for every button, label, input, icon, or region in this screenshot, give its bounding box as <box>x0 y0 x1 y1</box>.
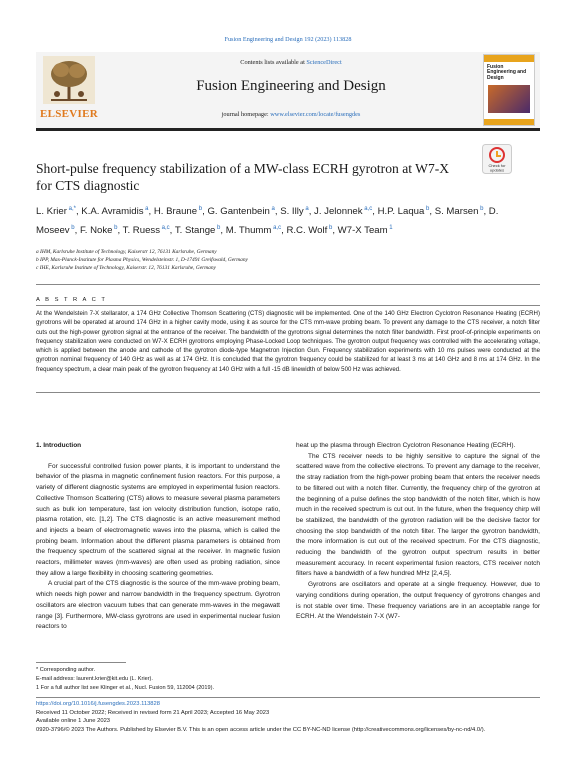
footnote-divider <box>36 662 126 663</box>
journal-title: Fusion Engineering and Design <box>196 78 386 94</box>
author-affiliation-marker[interactable]: a,c <box>362 206 373 212</box>
author-affiliation-marker[interactable]: a,c <box>160 225 170 232</box>
article-title: Short-pulse frequency stabilization of a MW-class ECRH gyrotron at W7-X for CTS diagnostic <box>36 161 450 193</box>
author-affiliation-marker[interactable]: b <box>69 225 75 232</box>
sciencedirect-link[interactable]: ScienceDirect <box>306 59 342 66</box>
body-paragraph: Gyrotrons are oscillators and operate at a single frequency. However, due to varying conditions during operation, the output frequency of gyrotrons changes and is not stable over time. These frequency variations are in an acceptable range for ECRH. At the Wendelstein 7-X (W7- <box>296 581 540 621</box>
author-name[interactable]: F. Noke <box>79 225 113 237</box>
author-affiliation-marker[interactable]: b <box>424 206 430 212</box>
author-affiliation-marker[interactable]: 1 <box>387 225 393 232</box>
elsevier-logo[interactable] <box>37 56 101 126</box>
body-paragraph: The CTS receiver needs to be highly sensitive to capture the signal of the scattered wave from the collective electrons. To prevent any damage to the receiver, the stray radiation from the high-power probing beam that enters the receiver needs to be filtered out with a notch filter. Currently, the frequency chirp of the gyrotron at the beginning of a pulse defines the stop bandwidth of the notch filter, which is how much in the received spectrum is cut out. In the future, when the frequency chirp will be stabilized, the bandwidth of the gyrotron radiation will be the decisive factor for choosing the stop bandwidth of the notch filter. The larger the gyrotron bandwidth, the more information is cut out of the received spectrum. For the CTS diagnostic, reducing the bandwidth of the gyrotron output spectrum results in better measurement accuracy. In recent experimental fusion reactors, CTS receiver notch filters have a bandwidth of a few hundred MHz [2,4,5]. <box>296 452 540 578</box>
author-name[interactable]: L. Krier <box>36 206 67 218</box>
author-affiliation-marker[interactable]: b <box>197 206 203 212</box>
badge-line1: Check for <box>488 163 506 168</box>
author-affiliation-marker[interactable]: a <box>303 206 309 212</box>
author-name[interactable]: S. Marsen <box>434 206 479 218</box>
homepage-prefix: journal homepage: <box>221 111 271 118</box>
author-name[interactable]: S. Illy <box>280 206 304 218</box>
journal-cover-thumbnail[interactable] <box>483 54 535 126</box>
journal-reference[interactable]: Fusion Engineering and Design 192 (2023) 113828 <box>224 36 352 43</box>
received-dates: Received 11 October 2022; Received in revised form 21 April 2023; Accepted 16 May 2023 <box>36 710 270 716</box>
contents-line <box>110 59 472 66</box>
body-paragraph: heat up the plasma through Electron Cyclotron Resonance Heating (ECRH). <box>296 442 516 449</box>
author-name[interactable]: D. Moseev <box>36 206 499 237</box>
author-name[interactable]: T. Stange <box>174 225 216 237</box>
author-name[interactable]: T. Ruess <box>122 225 160 237</box>
body-column-right <box>296 441 540 623</box>
body-paragraph: For successful controlled fusion power plants, it is important to understand the behavior of the plasma in magnetic confinement fusion reactors. For this purpose, a variety of different diagnostic systems are employed in experimental fusion reactors. Collective Thomson Scattering (CTS) allows to measure several plasma parameters such as bulk ion temperature, fast ion velocity distribution function, isotope ratio, plasma rotation, etc. [1,2]. The CTS diagnostic is an active measurement method and injects a beam of electromagnetic waves into the plasma, which is called the probing beam. Information about the different plasma parameters is obtained from the frequency spectrum of the scattered signal at the receiver. In magnetic fusion reactors, millimeter waves (mm-waves) are often used as probing radiation, since they allow a large flexibility in choosing scattering geometries. <box>36 462 280 577</box>
body-column-left <box>36 441 280 633</box>
author-affiliation-marker[interactable]: a <box>143 206 149 212</box>
author-affiliation-marker[interactable]: b <box>478 206 484 212</box>
author-affiliation-marker[interactable]: b <box>112 225 118 232</box>
author-name[interactable]: J. Jelonnek <box>314 206 363 218</box>
author-name[interactable]: M. Thumm <box>225 225 272 237</box>
abstract-text: At the Wendelstein 7-X stellarator, a 174 GHz Collective Thomson Scattering (CTS) diagnostic will be implemented. One of the 140 GHz Electron Cyclotron Resonance Heating (ECRH) gyrotrons will be operated at around 174 GHz in a higher cavity mode, using it as source for the CTS mm-wave probing beam. To prevent any damage to the CTS receiver, a notch filter cuts out the high-power gyrotron signal at the entrance of the receiver. The bandwidth of the gyrotrons signal determines the notch filter bandwidth. First proof-of-principle experiments on frequency stabilization were conducted on W7-X ECRH gyrotrons employing Phase-Locked Loop techniques. The gyrotron output frequency was controlled with the accelerating voltage, which is applied between the anode and cathode of the gyrotron diode-type Magnetron Injection Gun. Frequency stabilization experiments with 10 ms pulses were conducted at the gyrotron nominal frequency of 140 GHz as well as at 174 GHz. It is concluded that the gyrotron frequency could be stabilized for at least 3 ms at 140 GHz and 8 ms at 174 GHz. In the frequency spectrum, a clear main peak of the gyrotron frequency at 140 GHz with a full -15 dB linewidth of below 500 Hz was achieved. <box>36 310 540 373</box>
cover-title: Fusion Engineering and Design <box>487 64 527 81</box>
homepage-link[interactable]: www.elsevier.com/locate/fusengdes <box>270 111 361 118</box>
footnote-author-list: 1 For a full author list see Klinger et al., Nucl. Fusion 59, 112004 (2019). <box>36 685 215 691</box>
author-affiliation-marker[interactable]: b <box>215 225 221 232</box>
check-for-updates-badge[interactable] <box>482 144 512 174</box>
contents-prefix: Contents lists available at <box>240 59 307 66</box>
footnote-email[interactable]: E-mail address: laurent.krier@kit.edu (L. Krier). <box>36 676 153 682</box>
cover-image <box>488 85 530 113</box>
badge-line2: updates <box>489 167 505 173</box>
affiliation-b: b IPP, Max-Planck-Institute for Plasma Physics, Wendelsteinstr. 1, D-17491 Greifswald, Germany <box>36 257 248 263</box>
divider <box>36 284 540 285</box>
author-name[interactable]: R.C. Wolf <box>286 225 328 237</box>
divider <box>36 697 540 698</box>
author-name[interactable]: H. Braune <box>153 206 198 218</box>
affiliation-a: a IHM, Karlsruhe Institute of Technology, Kaiserstr 12, 76131 Karlsruhe, Germany <box>36 249 217 255</box>
cover-top-band <box>484 55 534 62</box>
copyright-license: 0920-3796/© 2023 The Authors. Published by Elsevier B.V. This is an open access article under the CC BY-NC-ND license (http://creativecommons.org/licenses/by-nc-nd/4.0/). <box>36 727 486 733</box>
author-name[interactable]: K.A. Avramidis <box>81 206 144 218</box>
body-paragraph: A crucial part of the CTS diagnostic is the source of the mm-wave probing beam, which needs high power and narrow bandwidth in the frequency spectrum. Gyrotron oscillators are electron vacuum tubes that can generate mm-waves in the megawatt range [3]. Furthermore, MW-class gyrotrons are used in experimental nuclear fusion reactors to <box>36 580 280 631</box>
author-list: L. Krier $^{a,*}$, K.A. Avramidis $^a$, H. Braune $^b$, G. Gantenbein $^a$, S. Illy $^a$, J. Jelonnek $^{a,c}$, H.P. Laqua $^b$, S. Marsen $^b$, D. Moseev $^b$, F. Noke $^b$, T. Ruess $^{a,c}$, T. Stange $^b$, M. Thumm $^{a,c}$, R.C. Wolf $^b$, W7-X Team $^1$ <box>36 206 499 237</box>
divider <box>36 305 540 306</box>
doi-link[interactable]: https://doi.org/10.1016/j.fusengdes.2023.113828 <box>36 701 160 707</box>
available-online: Available online 1 June 2023 <box>36 718 111 724</box>
divider <box>36 392 540 393</box>
elsevier-tree-icon <box>43 56 95 104</box>
check-for-updates-icon <box>482 144 512 174</box>
journal-homepage <box>110 111 472 118</box>
footnote-corresponding: * Corresponding author. <box>36 667 96 673</box>
author-affiliation-marker[interactable]: a,c <box>271 225 282 232</box>
author-affiliation-marker[interactable]: a <box>269 206 275 212</box>
section-heading-introduction: 1. Introduction <box>36 442 82 449</box>
cover-bottom-band <box>484 119 534 125</box>
abstract-heading: A B S T R A C T <box>36 297 107 303</box>
publisher-name: ELSEVIER <box>39 108 99 120</box>
author-affiliation-marker[interactable]: a,* <box>66 206 76 212</box>
author-name[interactable]: H.P. Laqua <box>377 206 425 218</box>
author-affiliation-marker[interactable]: b <box>327 225 333 232</box>
author-name[interactable]: W7-X Team <box>337 225 388 237</box>
author-name[interactable]: G. Gantenbein <box>207 206 270 218</box>
affiliation-c: c IHE, Karlsruhe Institute of Technology, Kaiserstr. 12, 76131 Karlsruhe, Germany <box>36 265 216 271</box>
